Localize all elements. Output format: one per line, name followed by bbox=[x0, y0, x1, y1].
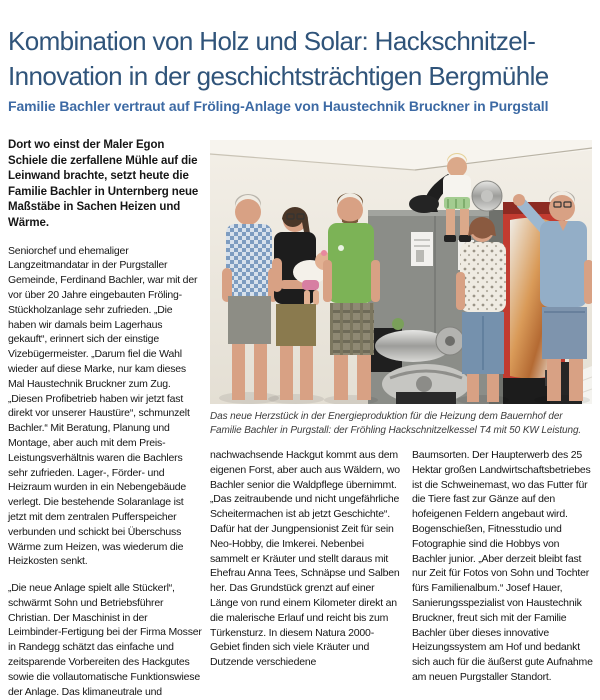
body-paragraph: Baumsorten. Der Haupterwerb des 25 Hektar großen Landwirtschaftsbetriebes ist die Schweinemast, wo das Futter für die Tiere fast zur Gänze auf den hofeigenen Feldern angebaut wird. Bogenschießen, Fitnesstudio und Fotographie sind die Hobbys von Bachler junior. „Aber derzeit bleibt fast nur Zeit für Fotos von Sohn und Tochter fürs Familienalbum.“ Josef Hauer, Sanierungsspezialist von Haustechnik Bruckner, freut sich mit der Familie Bachler über dieses innovative Heizungssystem am Hof und bedankt sich auch für die äußerst gute Aufnahme am neuen Purgstaller Standort. bbox=[412, 449, 593, 683]
page-subtitle: Familie Bachler vertraut auf Fröling-Anlage von Haustechnik Bruckner in Purgstall bbox=[8, 98, 549, 114]
family-boiler-photo bbox=[210, 140, 592, 404]
body-paragraph: nachwachsende Hackgut kommt aus dem eigenen Forst, aber auch aus Wäldern, wo Bachler senior die Waldpflege übernimmt. „Das zeitraubende und nicht ungefährliche Scheitermachen ist ab jetzt Geschichte“. Dafür hat der Jungpensionist Zeit für sein Neo-Hobby, die Imkerei. Nebenbei sammelt er Kräuter und stellt daraus mit Ehefrau Anna Tees, Schnäpse und Salben her. Das Grundstück grenzt auf einer Länge von rund einem Kilometer direkt an die malerische Erlauf und reicht bis zum Türkensturz. In diesem Natura 2000-Gebiet finden sich viele Kräuter und Dutzende verschiedene bbox=[210, 449, 400, 669]
intro-paragraph: Dort wo einst der Maler Egon Schiele die zerfallene Mühle auf die Leinwand brachte, setzt heute die Familie Bachler in Unternberg neue Maßstäbe in Sachen Heizen und Wärme. bbox=[8, 139, 199, 229]
body-paragraph: Seniorchef und ehemaliger Langzeitmandatar in der Purgstaller Gemeinde, Ferdinand Bachler, war mit der vor über 20 Jahre eingebauten Fröling-Stückholzanlage sehr zufrieden. „Die haben wir damals beim Lagerhaus gekauft“, erinnert sich der einstige Vizebügermeister. „Darum fiel die Wahl wieder auf diese Marke, nur kam dieses Mal Haustechnik Bruckner zum Zug. „Diesen Profibetrieb haben wir jetzt fast direkt vor unserer Haustüre“, schmunzelt Bachler.“ Mit Beratung, Planung und Montage, aber auch mit dem Preis-Leistungsverhältnis waren die Bachlers sehr zufrieden. Lager-, Förder- und Heizraum wurden in ein Nebengebäude verlegt. Die bestehende Solaranlage ist jetzt mit dem zentralen Pufferspeicher verbunden und schickt bei Überschuss Wärme zum Heizen, was wiederum die Heizkosten senkt. bbox=[8, 244, 198, 568]
column-middle bbox=[210, 448, 402, 682]
family-boiler-illustration bbox=[210, 140, 592, 404]
body-paragraph: „Die neue Anlage spielt alle Stückerl“, schwärmt Sohn und Betriebsführer Christian. Der Maschinist in der Leimbinder-Fertigung bei der Firma Mosser in Randegg schätzt das einfache und zeitsparende Vorbereiten des Hackgutes sowie die vollautomatische Funktionswiese der Anlage. Das klimaneutrale und bbox=[8, 582, 202, 698]
column-right bbox=[412, 448, 594, 697]
column-left bbox=[8, 138, 202, 700]
photo-caption: Das neue Herzstück in der Energieproduktion für die Heizung dem Bauernhof der Familie Bachler in Purgstall: der Fröhling Hackschnitzelkessel T4 mit 50 KW Leistung. bbox=[210, 411, 582, 436]
page-title: Kombination von Holz und Solar: Hackschnitzel-Innovation in der geschichtsträchtigen Bergmühle bbox=[8, 26, 549, 91]
